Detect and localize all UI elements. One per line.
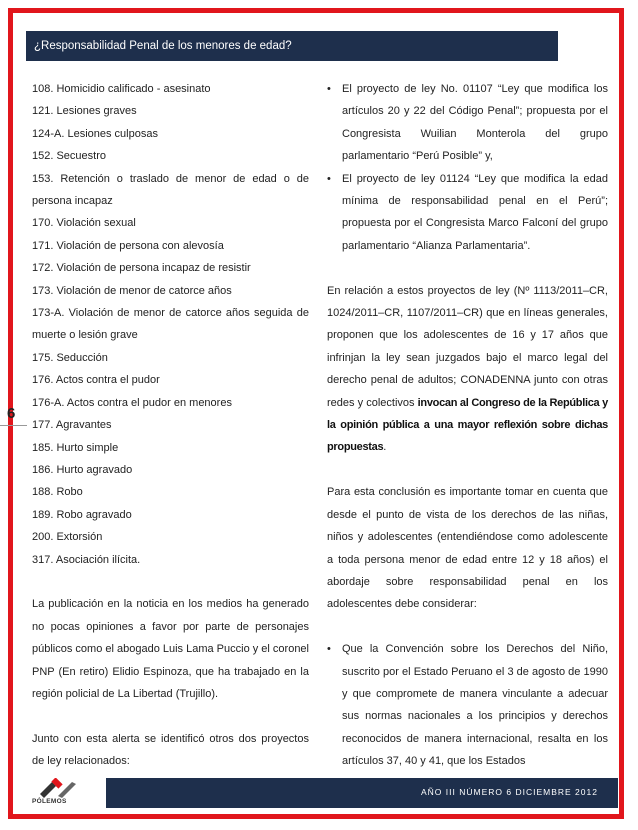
- article-item: 108. Homicidio calificado - asesinato: [32, 83, 211, 95]
- footer-bar: [26, 778, 618, 808]
- article-item: 173. Violación de menor de catorce años: [32, 284, 232, 297]
- page-number: 6: [7, 405, 16, 422]
- article-item: 175. Seducción: [32, 351, 108, 364]
- bullet-text: Que la Convención sobre los Derechos del Niño, suscrito por el Estado Peruano el 3 de agosto de 1990 y que compromete de manera vinculante a adecuar sus normas nacionales a los principios y derechos reconocidos de manera internacional, resalta en los artículos 37, 40 y 41, que los Estados: [342, 643, 608, 768]
- article-item: 173-A. Violación de menor de catorce años seguida de muerte o lesión grave: [32, 307, 309, 342]
- article-item: 172. Violación de persona incapaz de resistir: [32, 262, 251, 275]
- article-item: 170. Violación sexual: [32, 217, 136, 230]
- article-item: 153. Retención o traslado de menor de edad o de persona incapaz: [32, 172, 309, 208]
- article-item: 189. Robo agravado: [32, 508, 132, 521]
- paragraph-text: En relación a estos proyectos de ley (Nº 1113/2011–CR, 1024/2011–CR, 1107/2011–CR) que en líneas generales, proponen que los adolescentes de 16 y 17 años que infrinjan la ley sean juzgados bajo el marco legal del derecho penal de adultos; CONADENNA junto con otras redes y colectivos: [327, 284, 608, 409]
- logo-text: PÓLEMOS: [32, 798, 67, 805]
- article-list: [32, 78, 309, 571]
- article-item: 171. Violación de persona con alevosía: [32, 239, 224, 252]
- bullet-marker: •: [327, 172, 331, 185]
- paragraph: Junto con esta alerta se identificó otros dos proyectos de ley relacionados:: [32, 732, 309, 768]
- polemos-logo: [26, 778, 106, 808]
- emphasis-text: invocan al Congreso de la República y la opinión pública a una mayor reflexión sobre dichas propuestas: [327, 396, 608, 454]
- article-item: 124-A. Lesiones culposas: [32, 127, 158, 140]
- bullet-item: [327, 638, 608, 772]
- article-item: 177. Agravantes: [32, 419, 112, 432]
- section-header: [26, 31, 558, 61]
- bullet-text: El proyecto de ley No. 01107 “Ley que modifica los artículos 20 y 22 del Código Penal”; propuesta por el Congresista Wuilian Monterola del grupo parlamentario “Perú Posible” y,: [342, 83, 608, 163]
- bullet-item: [327, 168, 608, 258]
- issue-info: AÑO III NÚMERO 6 DICIEMBRE 2012: [421, 787, 598, 797]
- article-item: 176-A. Actos contra el pudor en menores: [32, 396, 232, 409]
- bullet-marker: •: [327, 643, 331, 656]
- article-item: 200. Extorsión: [32, 531, 103, 544]
- article-item: 176. Actos contra el pudor: [32, 374, 160, 387]
- article-item: 121. Lesiones graves: [32, 105, 137, 118]
- paragraph: Para esta conclusión es importante tomar en cuenta que desde el punto de vista de los derechos de las niñas, niños y adolescentes (entendiéndose como adolescente a toda persona menor de edad entre 12 y 18 años) el abordaje sobre responsabilidad penal en los adolescentes debe considerar:: [327, 486, 608, 611]
- left-column: [32, 78, 309, 773]
- bullet-item: [327, 78, 608, 168]
- bullet-text: El proyecto de ley 01124 “Ley que modifica la edad mínima de responsabilidad penal en el Perú”; propuesta por el Congresista Marco Falconí del grupo parlamentario “Alianza Parlamentaria”.: [342, 172, 608, 252]
- gavel-icon: [38, 778, 78, 798]
- article-item: 188. Robo: [32, 486, 83, 499]
- article-item: 185. Hurto simple: [32, 441, 119, 454]
- paragraph: [327, 280, 608, 459]
- right-column: [327, 78, 608, 773]
- page-number-rule: [0, 425, 27, 426]
- paragraph-text: .: [383, 441, 387, 454]
- article-item: 317. Asociación ilícita.: [32, 553, 141, 566]
- article-item: 186. Hurto agravado: [32, 463, 133, 476]
- section-title: ¿Responsabilidad Penal de los menores de edad?: [34, 40, 292, 52]
- paragraph: La publicación en la noticia en los medios ha generado no pocas opiniones a favor por parte de personajes públicos como el abogado Luis Lama Puccio y el coronel PNP (En retiro) Elidio Espinoza, que ha trabajado en la región policial de La Libertad (Trujillo).: [32, 598, 309, 700]
- article-item: 152. Secuestro: [32, 150, 106, 163]
- bullet-marker: •: [327, 83, 331, 95]
